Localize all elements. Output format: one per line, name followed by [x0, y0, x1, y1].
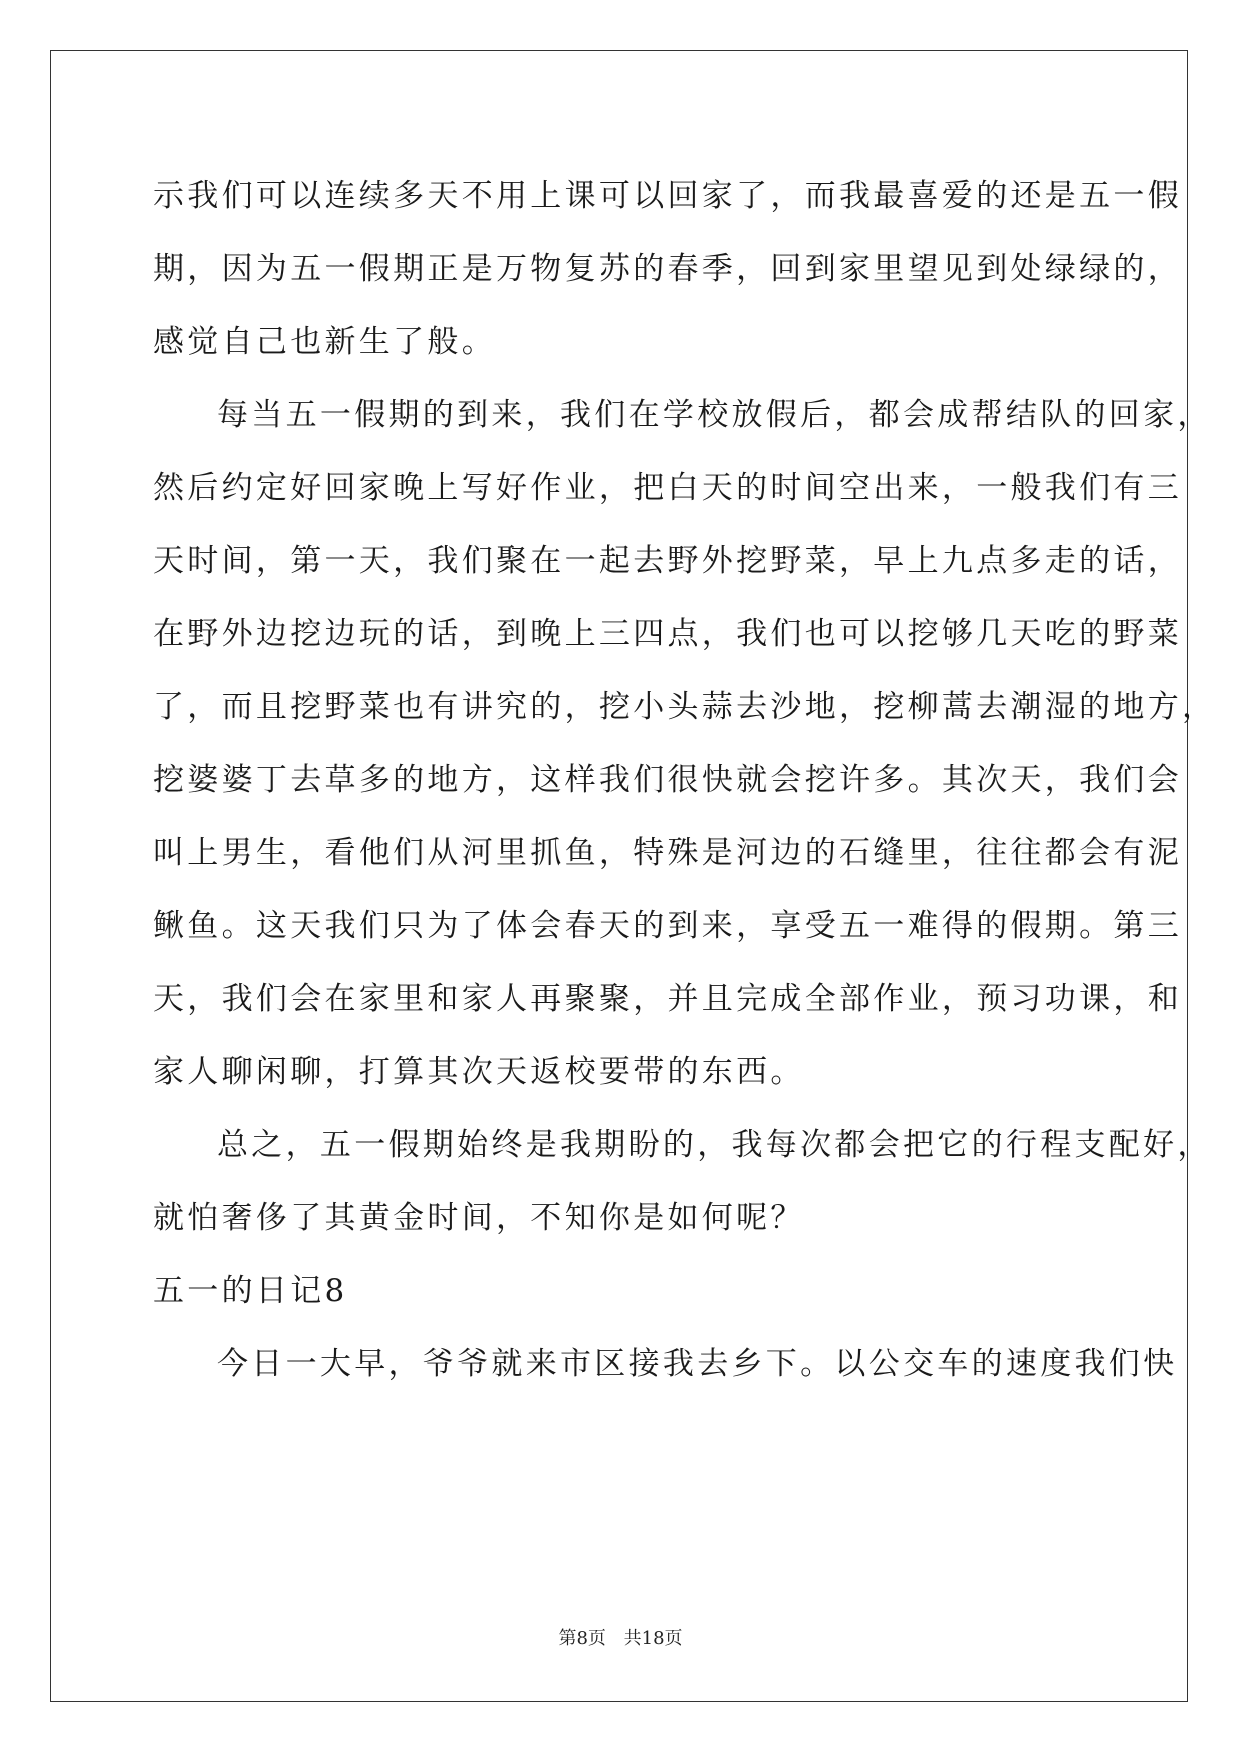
text-line: 总之，五一假期始终是我期盼的，我每次都会把它的行程支配好， — [217, 1127, 1212, 1163]
text-line: 挖婆婆丁去草多的地方，这样我们很快就会挖许多。其次天，我们会 — [153, 762, 1182, 798]
text-line: 了，而且挖野菜也有讲究的，挖小头蒜去沙地，挖柳蒿去潮湿的地方， — [153, 689, 1217, 725]
text-line: 期，因为五一假期正是万物复苏的春季，回到家里望见到处绿绿的， — [153, 251, 1182, 287]
text-line: 鳅鱼。这天我们只为了体会春天的到来，享受五一难得的假期。第三 — [153, 908, 1182, 944]
page-footer — [0, 1624, 1241, 1650]
text-line: 然后约定好回家晚上写好作业，把白天的时间空出来，一般我们有三 — [153, 470, 1182, 506]
text-line: 家人聊闲聊，打算其次天返校要带的东西。 — [153, 1054, 805, 1090]
document-body — [153, 160, 1217, 1401]
page-number-current: 第8页 — [558, 1628, 606, 1649]
text-line: 今日一大早，爷爷就来市区接我去乡下。以公交车的速度我们快 — [217, 1346, 1178, 1382]
text-line: 就怕奢侈了其黄金时间，不知你是如何呢？ — [153, 1200, 805, 1236]
text-line: 感觉自己也新生了般。 — [153, 324, 496, 360]
text-line: 每当五一假期的到来，我们在学校放假后，都会成帮结队的回家， — [217, 397, 1212, 433]
text-line: 天，我们会在家里和家人再聚聚，并且完成全部作业，预习功课，和 — [153, 981, 1182, 1017]
page-number-total: 共18页 — [623, 1628, 683, 1649]
text-line: 天时间，第一天，我们聚在一起去野外挖野菜，早上九点多走的话， — [153, 543, 1182, 579]
text-line: 叫上男生，看他们从河里抓鱼，特殊是河边的石缝里，往往都会有泥 — [153, 835, 1182, 871]
text-line: 五一的日记8 — [153, 1273, 348, 1309]
text-line: 示我们可以连续多天不用上课可以回家了，而我最喜爱的还是五一假 — [153, 178, 1182, 214]
text-line: 在野外边挖边玩的话，到晚上三四点，我们也可以挖够几天吃的野菜 — [153, 616, 1182, 652]
